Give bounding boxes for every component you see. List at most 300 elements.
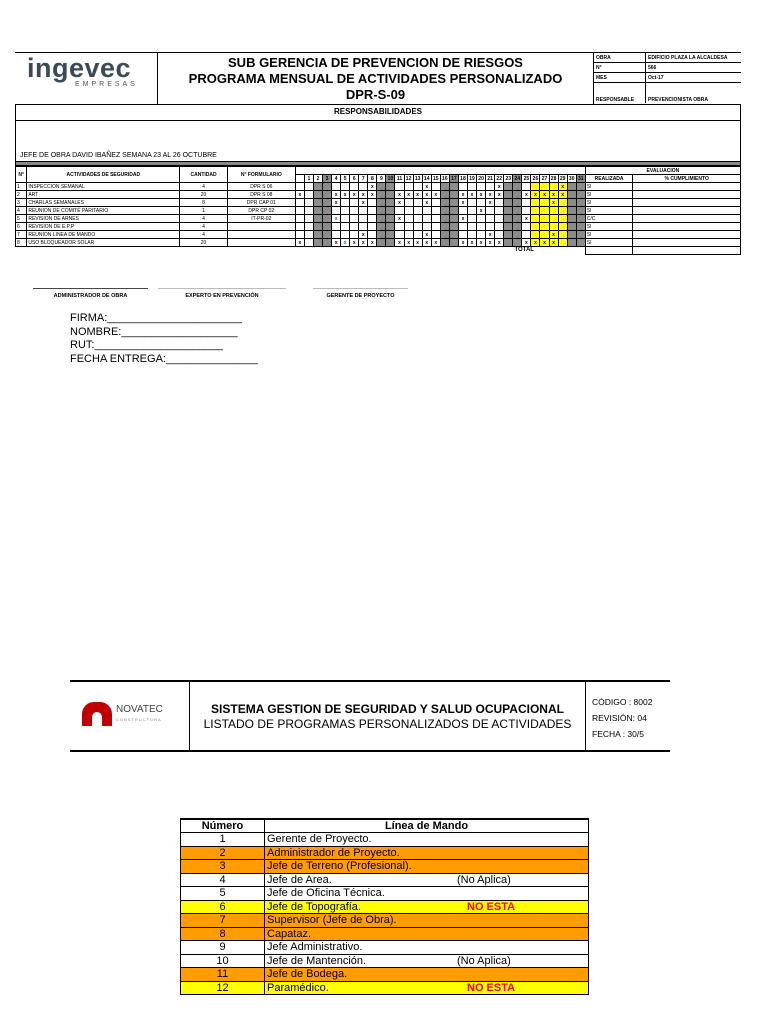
day-cell [341,231,350,239]
row-realizada: SI [585,239,633,247]
day-mark: x [431,191,440,199]
day-cell [313,231,322,239]
row-quantity: 4 [180,231,228,239]
day-mark: x [341,239,350,247]
row-quantity: 20 [180,191,228,199]
day-cell [431,231,440,239]
day-mark: x [350,191,359,199]
day-cell [495,223,504,231]
day-mark: x [332,199,341,207]
day-cell [422,223,431,231]
day-cell [377,231,386,239]
day-mark: x [558,183,567,191]
lm-row-number: 6 [181,900,265,914]
total-row [16,247,741,255]
activities-body [16,183,741,255]
day-cell [558,239,567,247]
signature-lines [33,288,433,304]
table-row [16,207,741,215]
day-cell [413,207,422,215]
lm-row-line [265,927,589,941]
day-cell [395,207,404,215]
day-cell [540,215,549,223]
day-cell [576,207,585,215]
day-cell [295,207,304,215]
lm-row-title: Jefe de Bodega. [267,968,348,981]
table-row [16,231,741,239]
day-cell [495,215,504,223]
day-mark: x [558,191,567,199]
day-header: 24 [514,175,521,182]
day-cell [440,231,449,239]
lm-row-line [265,900,589,914]
col-pct-header: % CUMPLIMIENTO [633,175,741,183]
day-cell [322,215,331,223]
day-cell [377,239,386,247]
day-mark: x [486,199,495,207]
novatec-wordmark: NOVATEC [116,704,163,715]
signature-admin: ADMINISTRADOR DE OBRA [33,288,148,299]
day-cell [440,215,449,223]
day-cell [304,199,313,207]
day-mark: x [458,191,467,199]
day-cell [386,191,395,199]
day-mark: x [549,231,558,239]
day-mark: x [395,191,404,199]
day-cell [304,215,313,223]
day-mark: x [341,191,350,199]
day-mark: x [368,191,377,199]
day-cell [449,231,458,239]
day-cell [350,215,359,223]
row-activity: REUNION LINEA DE MANDO [27,231,180,239]
day-cell [313,223,322,231]
lm-row-number: 4 [181,873,265,887]
day-cell [386,199,395,207]
lm-row [181,873,589,887]
row-number: 5 [16,215,27,223]
row-activity: REVISION DE ARNES [27,215,180,223]
row-activity: ART [27,191,180,199]
day-cell [304,183,313,191]
day-mark: x [486,239,495,247]
meta-numero: N° 566 [594,63,741,73]
row-form [227,231,295,239]
day-cell [458,207,467,215]
activity-program-form [15,52,741,255]
day-mark: x [404,239,413,247]
day-mark: x [549,199,558,207]
day-cell [350,199,359,207]
day-cell [304,231,313,239]
day-mark: x [522,239,531,247]
day-cell [404,223,413,231]
meta-responsable: RESPONSABLE PREVENCIONISTA OBRA [594,83,741,104]
table-header-row [16,167,741,175]
day-cell [359,223,368,231]
lm-row-title: Jefe Administrativo. [267,941,363,954]
day-mark: x [522,191,531,199]
day-cell [449,207,458,215]
row-quantity: 4 [180,223,228,231]
lm-row [181,846,589,860]
day-mark: x [413,239,422,247]
day-cell [304,191,313,199]
day-mark: x [395,199,404,207]
day-cell [513,239,522,247]
day-cell [295,231,304,239]
day-cell [531,215,540,223]
day-header: 22 [496,175,502,182]
day-cell [531,231,540,239]
col-real-header: REALIZADA [585,175,633,183]
logo-subtitle: EMPRESAS [75,81,138,88]
day-cell [558,223,567,231]
lm-row [181,954,589,968]
day-cell [341,207,350,215]
table-row [16,191,741,199]
day-cell [504,239,513,247]
day-cell [486,215,495,223]
day-cell [350,207,359,215]
day-header: 25 [523,175,530,182]
day-mark: x [368,239,377,247]
form-header [15,52,741,104]
lm-row [181,914,589,928]
day-cell [477,215,486,223]
day-cell [377,191,386,199]
row-quantity: 1 [180,207,228,215]
day-mark: x [422,199,431,207]
row-quantity: 4 [180,183,228,191]
day-cell [322,223,331,231]
day-cell [295,223,304,231]
day-header: 27 [541,175,548,182]
day-mark: x [458,239,467,247]
day-cell [404,199,413,207]
day-cell [576,191,585,199]
day-cell [440,239,449,247]
day-cell [513,199,522,207]
day-cell [477,223,486,231]
day-mark: x [395,215,404,223]
day-cell [531,207,540,215]
day-cell [368,215,377,223]
day-header: 17 [451,175,457,182]
day-cell [549,207,558,215]
day-cell [322,207,331,215]
jefe-line: JEFE DE OBRA DAVID IBAÑEZ SEMANA 23 AL 26 OCTUBRE [20,152,217,159]
lm-row-note: NO ESTA [467,981,516,994]
nombre-field: NOMBRE:___________________ [70,325,238,338]
day-header: 3 [322,175,331,183]
day-header: 6 [350,175,359,183]
day-cell [540,231,549,239]
day-mark: x [495,183,504,191]
lm-col-line: Línea de Mando [265,819,589,833]
row-realizada: SI [585,183,633,191]
table-row [16,215,741,223]
lm-row-line [265,873,589,887]
ingevec-logo [15,53,157,104]
day-cell [422,207,431,215]
day-cell [431,215,440,223]
day-mark: x [332,239,341,247]
novatec-header [70,680,670,752]
day-mark: x [477,239,486,247]
day-cell [449,223,458,231]
lm-row-title: Jefe de Oficina Técnica. [267,887,385,900]
day-cell [567,239,576,247]
day-cell [540,199,549,207]
day-header: 19 [469,175,475,182]
day-cell [467,223,476,231]
day-header: 15 [432,175,439,182]
day-mark: x [368,183,377,191]
day-cell [449,191,458,199]
col-num-header: N° [16,167,27,183]
day-cell [341,199,350,207]
day-header: 9 [377,175,386,183]
row-form: DPR S 06 [227,183,295,191]
row-number: 1 [16,183,27,191]
day-mark: x [540,239,549,247]
row-activity: REUNION DE COMITÉ PARITARIO [27,207,180,215]
lm-body [181,833,589,995]
row-number: 7 [16,231,27,239]
day-cell [504,183,513,191]
day-cell [341,215,350,223]
day-cell [540,223,549,231]
lm-row-number: 9 [181,941,265,955]
day-cell [477,183,486,191]
day-mark: x [486,191,495,199]
day-mark: x [422,191,431,199]
day-header: 12 [405,175,412,182]
day-cell [377,223,386,231]
day-cell [332,207,341,215]
day-cell [558,215,567,223]
lm-row [181,887,589,901]
day-cell [332,183,341,191]
row-number: 6 [16,223,27,231]
day-header: 14 [423,175,430,182]
day-header: 30 [568,175,575,182]
lm-row-title: Administrador de Proyecto. [267,846,400,859]
day-cell [431,207,440,215]
day-header: 2 [313,175,322,183]
day-cell [477,231,486,239]
day-cell [504,223,513,231]
day-cell [486,223,495,231]
row-quantity: 4 [180,215,228,223]
day-header: 8 [368,175,377,183]
day-cell [531,183,540,191]
day-cell [449,215,458,223]
day-mark: x [422,183,431,191]
lm-row [181,833,589,847]
day-cell [549,223,558,231]
day-mark: x [404,191,413,199]
lm-row-title: Capataz. [267,927,312,940]
day-cell [377,199,386,207]
day-cell [413,199,422,207]
day-cell [504,191,513,199]
day-cell [431,199,440,207]
day-cell [513,207,522,215]
lm-row [181,860,589,874]
form-title-1: SUB GERENCIA DE PREVENCION DE RIESGOS [228,55,523,70]
row-number: 3 [16,199,27,207]
row-activity: INSPECCION SEMANAL [27,183,180,191]
day-cell [531,223,540,231]
day-cell [522,199,531,207]
row-cumplimiento [633,231,741,239]
row-form [227,239,295,247]
day-cell [486,207,495,215]
lm-row-number: 12 [181,981,265,995]
day-mark: x [495,239,504,247]
row-realizada: SI [585,199,633,207]
day-cell [467,231,476,239]
day-cell [477,199,486,207]
day-cell [359,183,368,191]
row-activity: REVISION DE E.P.P [27,223,180,231]
table-row [16,223,741,231]
day-cell [332,231,341,239]
day-header: 16 [442,175,448,182]
day-cell [313,183,322,191]
col-quantity-header: CANTIDAD [180,167,228,183]
day-mark: x [295,239,304,247]
day-cell [350,223,359,231]
day-cell [395,183,404,191]
novatec-codigo: CÓDIGO : 8002 [592,697,653,707]
day-cell [576,199,585,207]
lm-row-title: Jefe de Topografía. [267,900,361,913]
day-mark: x [295,191,304,199]
day-cell [304,207,313,215]
day-cell [322,183,331,191]
fecha-entrega-field: FECHA ENTREGA:_______________ [70,352,258,365]
day-cell [386,239,395,247]
signature-fields [70,312,258,366]
day-cell [395,223,404,231]
linea-de-mando-table [180,818,589,995]
day-cell [440,223,449,231]
col-eval-header: EVALUACION [585,167,740,175]
day-cell [504,199,513,207]
day-cell [567,199,576,207]
lm-row-line [265,833,589,847]
day-mark: x [522,215,531,223]
day-header: 23 [505,175,512,182]
day-header: 31 [577,175,584,182]
day-cell [567,231,576,239]
day-mark: x [359,239,368,247]
day-mark: x [359,231,368,239]
day-cell [377,183,386,191]
lm-row-line [265,981,589,995]
novatec-title-block [190,682,586,750]
day-cell [567,207,576,215]
day-mark: x [458,199,467,207]
day-cell [313,239,322,247]
day-cell [576,183,585,191]
day-cell [513,231,522,239]
day-mark: x [467,239,476,247]
day-mark: x [467,191,476,199]
day-header: 11 [396,175,403,182]
day-cell [504,215,513,223]
day-cell [495,199,504,207]
day-mark: x [359,191,368,199]
day-cell [386,215,395,223]
lm-row [181,900,589,914]
novatec-fecha: FECHA : 30/5 [592,729,644,739]
lm-row-note: (No Aplica) [457,954,511,967]
day-cell [567,191,576,199]
lm-row-number: 8 [181,927,265,941]
table-row [16,199,741,207]
lm-row-note: NO ESTA [467,900,516,913]
signature-expert: EXPERTO EN PREVENCIÓN [158,288,286,299]
day-cell [368,199,377,207]
day-header: 28 [550,175,557,182]
lm-row-number: 1 [181,833,265,847]
lm-row-line [265,887,589,901]
day-cell [522,183,531,191]
day-cell [504,207,513,215]
row-cumplimiento [633,183,741,191]
day-cell [576,231,585,239]
day-cell [513,223,522,231]
lm-row [181,927,589,941]
form-code: DPR-S-09 [345,87,406,102]
lm-row-number: 11 [181,968,265,982]
row-number: 8 [16,239,27,247]
novatec-meta [592,694,670,742]
day-cell [449,239,458,247]
lm-row-number: 7 [181,914,265,928]
row-form: DPR S 08 [227,191,295,199]
day-mark: x [531,239,540,247]
day-cell [413,223,422,231]
rut-field: RUT:_____________________ [70,339,223,351]
day-cell [440,199,449,207]
day-cell [368,231,377,239]
day-cell [522,223,531,231]
day-mark: x [477,191,486,199]
row-cumplimiento [633,207,741,215]
day-cell [458,223,467,231]
day-header: 4 [332,175,341,183]
day-cell [458,183,467,191]
day-mark: x [422,231,431,239]
lm-row-title: Jefe de Mantención. [267,954,367,967]
meta-mes: MES Oct-17 [594,73,741,83]
day-cell [368,207,377,215]
row-form [227,223,295,231]
row-cumplimiento [633,223,741,231]
day-mark: x [332,191,341,199]
day-cell [458,231,467,239]
novatec-title-2: LISTADO DE PROGRAMAS PERSONALIZADOS DE ACTIVIDADES [203,717,572,731]
day-cell [386,207,395,215]
day-cell [350,231,359,239]
day-mark: x [422,239,431,247]
day-mark: x [395,239,404,247]
